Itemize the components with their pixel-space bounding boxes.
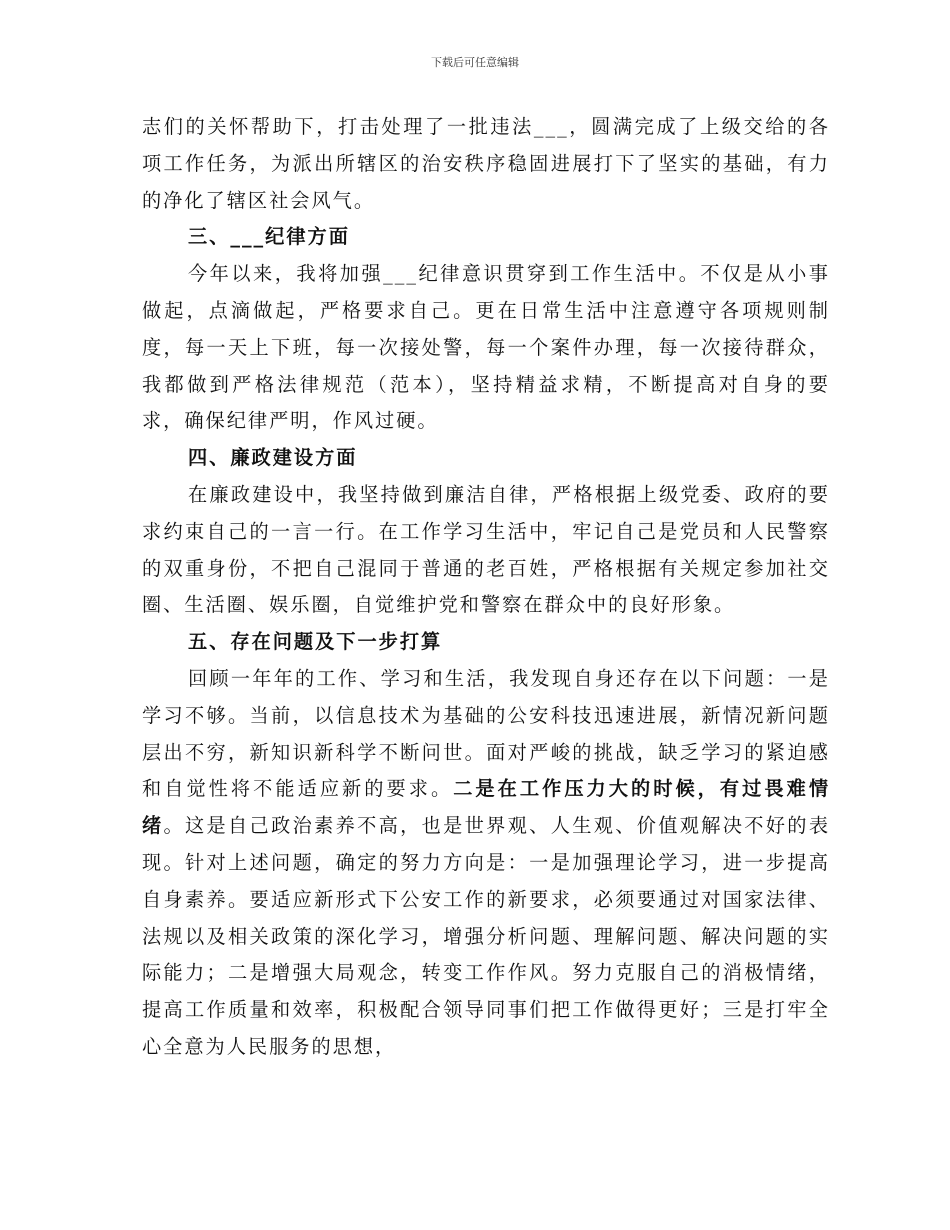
- paragraph-problems-bold: 二是在工作压力大的时候，有过畏难情绪: [142, 777, 831, 838]
- header-note: 下载后可任意编辑: [431, 56, 519, 69]
- document-body: [142, 109, 830, 1066]
- paragraph-continuation: 志们的关怀帮助下，打击处理了一批违法___，圆满完成了上级交给的各项工作任务，为派出所辖区的治安秩序稳固进展打下了坚实的基础，有力的净化了辖区社会风气。: [142, 115, 830, 212]
- section-heading-problems: 五、存在问题及下一步打算: [188, 630, 443, 654]
- paragraph-problems-part2: 。这是自己政治素养不高，也是世界观、人生观、价值观解决不好的表现。针对上述问题，确定的努力方向是：一是加强理论学习，进一步提高自身素养。要适应新形式下公安工作的新要求，必须要通过对国家法律、法规以及相关政策的深化学习，增强分析问题、理解问题、解决问题的实际能力；二是增强大局观念，转变工作作风。努力克服自己的消极情绪，提高工作质量和效率，积极配合领导同事们把工作做得更好；三是打牢全心全意为人民服务的思想，: [142, 814, 831, 1058]
- paragraph-problems-part1: 回顾一年年的工作、学习和生活，我发现自身还存在以下问题：一是学习不够。当前，以信息技术为基础的公安科技迅速进展，新情况新问题层出不穷，新知识新科学不断问世。面对严峻的挑战，缺乏学习的紧迫感和自觉性将不能适应新的要求。: [142, 666, 830, 801]
- paragraph-discipline: 今年以来，我将加强___纪律意识贯穿到工作生活中。不仅是从小事做起，点滴做起，严格要求自己。更在日常生活中注意遵守各项规则制度，每一天上下班，每一次接处警，每一个案件办理，每一次接待群众，我都做到严格法律规范（范本），坚持精益求精，不断提高对自身的要求，确保纪律严明，作风过硬。: [142, 262, 830, 433]
- section-heading-discipline: 三、___纪律方面: [188, 225, 350, 249]
- paragraph-problems: [142, 661, 830, 1066]
- paragraph-integrity: 在廉政建设中，我坚持做到廉洁自律，严格根据上级党委、政府的要求约束自己的一言一行。在工作学习生活中，牢记自己是党员和人民警察的双重身份，不把自己混同于普通的老百姓，严格根据有关规定参加社交圈、生活圈、娱乐圈，自觉维护党和警察在群众中的良好形象。: [142, 482, 830, 617]
- section-heading-integrity: 四、廉政建设方面: [188, 446, 358, 470]
